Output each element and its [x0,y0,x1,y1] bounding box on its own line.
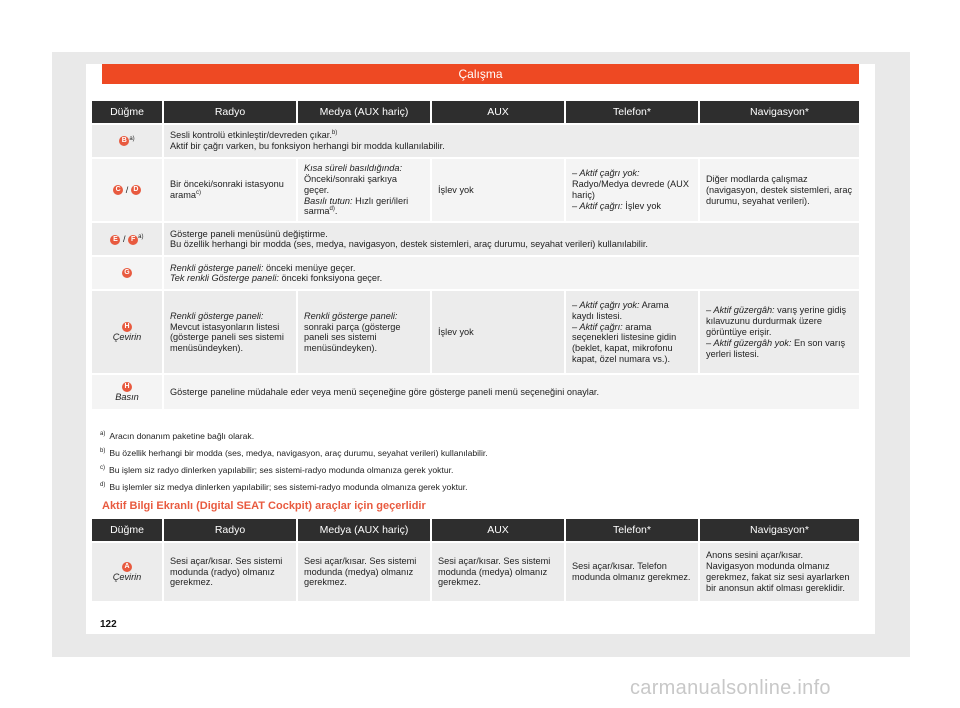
row-text: Gösterge paneline müdahale eder veya menü seçeneğine göre gösterge paneli menü seçeneğini onaylar. [162,373,859,409]
table-row [92,541,859,601]
header-radio: Radyo [162,519,296,541]
table-header-row [92,519,859,541]
header-radio: Radyo [162,101,296,123]
header-navigation: Navigasyon* [698,519,859,541]
footnote: $^{a)}$ Aracın donanım paketine bağlı olarak. [100,430,255,441]
footnote: $^{c)}$ Bu işlem siz radyo dinlerken yapılabilir; ses sistemi-radyo modunda olmanıza gerek yoktur. [100,464,454,475]
header-aux: AUX [430,101,564,123]
aux-cell: Sesi açar/kısar. Ses sistemi modunda (medya) olmanız gerekmez. [430,541,564,601]
table-row [92,255,859,289]
button-cell [92,255,162,289]
media-cell: Sesi açar/kısar. Ses sistemi modunda (medya) olmanız gerekmez. [296,541,430,601]
header-media: Medya (AUX hariç) [296,519,430,541]
navigation-cell: Anons sesini açar/kısar. Navigasyon modunda olmanız gerekmez, fakat siz sesi ayarlarken bir anonsun aktif olması gereklidir. [698,541,859,601]
page-number: 122 [100,619,117,630]
key-h-icon: H [122,382,132,392]
phone-cell: – Aktif çağrı yok: Arama kaydı listesi. – Aktif çağrı: arama seçenekleri listesine gidin (beklet, kapat, mikrofonu kapat, özel numara vs.). [564,289,698,373]
footnotes [100,426,860,494]
phone-cell: – Aktif çağrı yok: Radyo/Medya devrede (AUX hariç) – Aktif çağrı: İşlev yok [564,157,698,221]
button-cell: H Çevirin [92,289,162,373]
watermark: carmanualsonline.info [630,677,831,699]
key-c-icon: C [113,185,123,195]
phone-cell: Sesi açar/kısar. Telefon modunda olmanız gerekmez. [564,541,698,601]
button-cell: C / D [92,157,162,221]
navigation-cell: Diğer modlarda çalışmaz (navigasyon, destek sistemleri, araç durumu, seyahat verileri). [698,157,859,221]
header-button: Düğme [92,519,162,541]
header-aux: AUX [430,519,564,541]
key-b-icon: B [119,136,129,146]
footnote: $^{b)}$ Bu özellik herhangi bir modda (ses, medya, navigasyon, araç durumu, seyahat verileri) kullanılabilir. [100,447,488,458]
key-e-icon: E [110,235,120,245]
button-cell: E / F $^{a)}$ [92,221,162,255]
header-phone: Telefon* [564,101,698,123]
media-cell: Renkli gösterge paneli: sonraki parça (gösterge paneli ses sistemi menüsündeyken). [296,289,430,373]
cockpit-table [92,519,859,601]
section-heading: Aktif Bilgi Ekranlı (Digital SEAT Cockpit) araçlar için geçerlidir [102,500,426,512]
table-row [92,157,859,221]
button-cell: H Basın [92,373,162,409]
footnote: $^{d)}$ Bu işlemler siz medya dinlerken yapılabilir; ses sistemi-radyo modunda olmanıza gerek yoktur. [100,481,468,492]
controls-table [92,101,859,409]
key-f-icon: F [128,235,138,245]
button-cell: B $^{a)}$ [92,123,162,157]
section-title: Çalışma [102,64,859,84]
radio-cell: Bir önceki/sonraki istasyonu arama$^{c)}$ [162,157,296,221]
table-row [92,123,859,157]
key-a-icon: A [122,562,132,572]
radio-cell: Sesi açar/kısar. Ses sistemi modunda (radyo) olmanız gerekmez. [162,541,296,601]
header-button: Düğme [92,101,162,123]
header-phone: Telefon* [564,519,698,541]
table-row [92,289,859,373]
row-text: Sesli kontrolü etkinleştir/devreden çıkar.$^{b)}$ Aktif bir çağrı varken, bu fonksiyon herhangi bir modda kullanılabilir. [162,123,859,157]
media-cell: Kısa süreli basıldığında: Önceki/sonraki şarkıya geçer. Basılı tutun: Hızlı geri/ileri sarma$^{d)}$. [296,157,430,221]
aux-cell: İşlev yok [430,289,564,373]
key-g-icon: G [122,268,132,278]
key-h-icon: H [122,322,132,332]
key-d-icon: D [131,185,141,195]
row-text: Gösterge paneli menüsünü değiştirme. Bu özellik herhangi bir modda (ses, medya, navigasyon, destek sistemleri, araç durumu, seyahat verileri) kullanılabilir. [162,221,859,255]
row-text: Renkli gösterge paneli: önceki menüye geçer. Tek renkli Gösterge paneli: önceki fonksiyona geçer. [162,255,859,289]
radio-cell: Renkli gösterge paneli: Mevcut istasyonların listesi (gösterge paneli ses sistemi menüsündeyken). [162,289,296,373]
table-row [92,221,859,255]
header-navigation: Navigasyon* [698,101,859,123]
header-media: Medya (AUX hariç) [296,101,430,123]
navigation-cell: – Aktif güzergâh: varış yerine gidiş kılavuzunu durdurmak üzere görüntüye erişir. – Aktif güzergâh yok: En son varış yerleri listesi. [698,289,859,373]
table-row [92,373,859,409]
table-header-row [92,101,859,123]
aux-cell: İşlev yok [430,157,564,221]
button-cell: A Çevirin [92,541,162,601]
